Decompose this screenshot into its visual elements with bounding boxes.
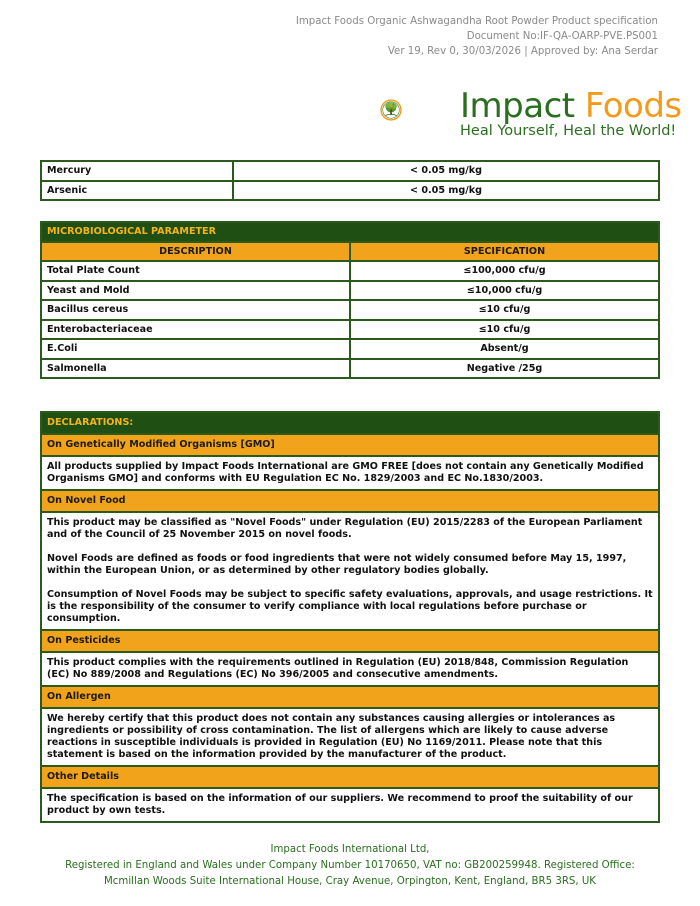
other-details-heading: Other Details (41, 766, 659, 788)
declarations-table (40, 411, 660, 823)
declaration-heading-row (41, 686, 659, 708)
section-title: MICROBIOLOGICAL PARAMETER (41, 222, 659, 242)
parameter-value: < 0.05 mg/kg (233, 161, 659, 181)
brand-name-foods: Foods (584, 86, 682, 126)
declaration-text-row (41, 708, 659, 766)
pesticides-text: This product complies with the requirements outlined in Regulation (EU) 2018/848, Commission Regulation (EC) No 889/2008 and Regulations (EC) No 396/2005 and consecutive amendments. (41, 652, 659, 686)
table-row (41, 320, 659, 340)
table-row (41, 181, 659, 201)
declaration-heading-row (41, 630, 659, 652)
table-row (41, 281, 659, 301)
table-row (41, 161, 659, 181)
microbiological-table (40, 221, 660, 379)
table-row (41, 261, 659, 281)
parameter-value: ≤100,000 cfu/g (350, 261, 659, 281)
document-title: Impact Foods Organic Ashwagandha Root Powder Product specification (295, 16, 658, 27)
footer-registration: Registered in England and Wales under Company Number 10170650, VAT no: GB200259948. Registered Office: (65, 860, 635, 871)
column-header-specification: SPECIFICATION (350, 242, 659, 262)
brand-tagline: Heal Yourself, Heal the World! (460, 123, 677, 139)
parameter-name: Arsenic (41, 181, 233, 201)
declaration-heading-row (41, 766, 659, 788)
section-header-row (41, 222, 659, 242)
parameter-value: ≤10,000 cfu/g (350, 281, 659, 301)
heavy-metals-table (40, 160, 660, 201)
gmo-text: All products supplied by Impact Foods International are GMO FREE [does not contain any Genetically Modified Organisms GMO] and conforms with EU Regulation EC No. 1829/2003 and EC No.1830/2003. (41, 456, 659, 490)
gmo-heading: On Genetically Modified Organisms [GMO] (41, 434, 659, 456)
declaration-heading-row (41, 490, 659, 512)
parameter-name: Bacillus cereus (41, 300, 350, 320)
other-details-text: The specification is based on the information of our suppliers. We recommend to proof the suitability of our product by own tests. (41, 788, 659, 822)
allergen-text: We hereby certify that this product does not contain any substances causing allergies or intolerances as ingredients or possibility of cross contamination. The list of allergens which are likely to cause adverse reactions in susceptible individuals is provided in Regulation (EU) No 1169/2011. Please note that this statement is based on the information provided by the manufacturer of the product. (41, 708, 659, 766)
allergen-heading: On Allergen (41, 686, 659, 708)
novel-food-heading: On Novel Food (41, 490, 659, 512)
parameter-value: ≤10 cfu/g (350, 320, 659, 340)
column-header-description: DESCRIPTION (41, 242, 350, 262)
footer (0, 842, 700, 890)
parameter-name: Salmonella (41, 359, 350, 379)
parameter-name: E.Coli (41, 339, 350, 359)
parameter-name: Enterobacteriaceae (41, 320, 350, 340)
document-version: Ver 19, Rev 0, 30/03/2026 | Approved by: Ana Serdar (387, 46, 658, 57)
parameter-value: Negative /25g (350, 359, 659, 379)
section-header-row (41, 412, 659, 434)
document-number: Document No:IF-QA-OARP-PVE.PS001 (466, 31, 658, 42)
tree-logo-icon (380, 70, 460, 150)
table-row (41, 300, 659, 320)
parameter-name: Yeast and Mold (41, 281, 350, 301)
parameter-name: Mercury (41, 161, 233, 181)
declaration-heading-row (41, 434, 659, 456)
parameter-value: Absent/g (350, 339, 659, 359)
parameter-name: Total Plate Count (41, 261, 350, 281)
declaration-text-row (41, 788, 659, 822)
declaration-text-row (41, 456, 659, 490)
declaration-text-row (41, 652, 659, 686)
pesticides-heading: On Pesticides (41, 630, 659, 652)
declaration-text-row (41, 512, 659, 630)
novel-food-paragraph-1: This product may be classified as "Novel Foods" under Regulation (EU) 2015/2283 of the European Parliament and of the Council of 25 November 2015 on novel foods. (47, 517, 643, 540)
novel-food-text (41, 512, 659, 630)
column-header-row (41, 242, 659, 262)
parameter-value: ≤10 cfu/g (350, 300, 659, 320)
footer-company: Impact Foods International Ltd, (270, 844, 430, 855)
document-header (296, 14, 658, 59)
novel-food-paragraph-3: Consumption of Novel Foods may be subject to specific safety evaluations, approvals, and usage restrictions. It is the responsibility of the consumer to verify compliance with local regulations before purchase or consumption. (47, 589, 653, 624)
footer-address: Mcmillan Woods Suite International House, Cray Avenue, Orpington, Kent, England, BR5 3RS, UK (104, 876, 596, 887)
novel-food-paragraph-2: Novel Foods are defined as foods or food ingredients that were not widely consumed before May 15, 1997, within the European Union, or as determined by other regulatory bodies globally. (47, 553, 627, 576)
table-row (41, 359, 659, 379)
brand-name (460, 88, 682, 124)
parameter-value: < 0.05 mg/kg (233, 181, 659, 201)
section-title: DECLARATIONS: (41, 412, 659, 434)
table-row (41, 339, 659, 359)
brand-name-impact: Impact (460, 86, 575, 126)
